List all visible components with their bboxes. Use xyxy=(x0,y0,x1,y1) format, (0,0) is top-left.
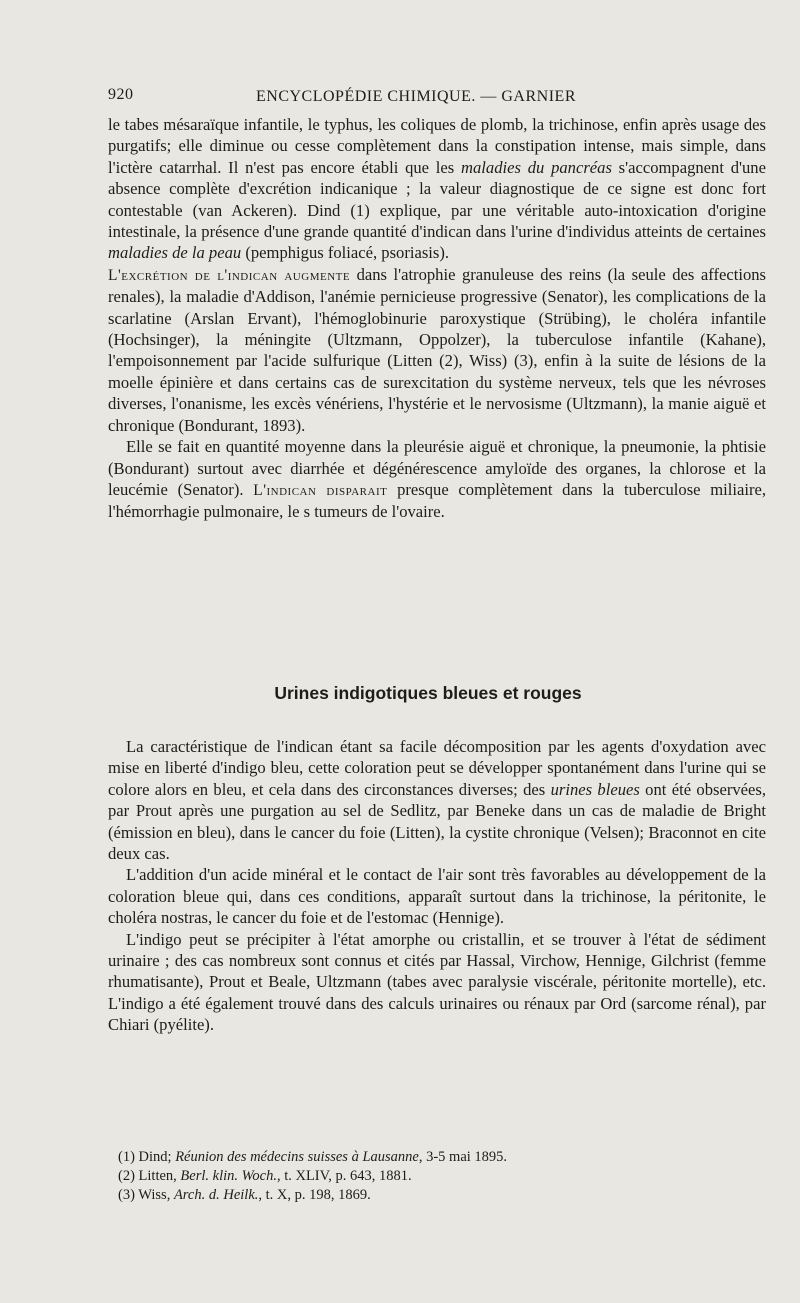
text-run: (3) Wiss, xyxy=(118,1187,174,1203)
section-heading: Urines indigotiques bleues et rouges xyxy=(274,683,582,703)
main-text-lower xyxy=(108,736,766,1036)
text-run: , t. XLIV, p. 643, 1881. xyxy=(276,1168,412,1184)
text-run: L'addition d'un acide minéral et le contact de l'air sont très favorables au développement de la coloration bleue qui, dans ces conditions, apparaît surtout dans la trichinose, la péritonite, le choléra nostras, le cancer du foie et de l'estomac (Hennige). xyxy=(108,865,766,928)
small-caps-text: L'excrétion de l'indican augmente xyxy=(108,266,351,284)
text-run: L'indigo peut se précipiter à l'état amorphe ou cristallin, et se trouver à l'état de sédiment urinaire ; des cas nombreux sont connus et cités par Hassal, Virchow, Hennige, Gilchrist (femme rhumatisante), Prout et Beale, Ultzmann (tabes avec paralysie viscérale, péritonite mortelle), etc. L'indigo a été également trouvé dans des calculs urinaires ou rénaux par Ord (sarcome rénal), par Chiari (pyélite). xyxy=(108,929,766,1035)
italic-text: maladies du pancréas xyxy=(461,157,612,177)
italic-text: urines bleues xyxy=(550,779,640,799)
text-run: (2) Litten, xyxy=(118,1168,181,1184)
page-number: 920 xyxy=(108,86,134,103)
footnote-2 xyxy=(118,1186,758,1205)
italic-text: Berl. klin. Woch. xyxy=(180,1168,277,1184)
running-title: ENCYCLOPÉDIE CHIMIQUE. — GARNIER xyxy=(256,88,576,105)
small-caps-text: L'indican disparait xyxy=(253,481,388,499)
text-run: le tabes mésaraïque infantile, le typhus, les coliques de plomb, la trichinose, enfin après usage des purgatifs; elle diminue ou cesse complètement dans la constipation intense, mais simple, dans l'ictère catarrhal. Il n'est pas encore établi que les xyxy=(108,115,766,177)
text-run: ont été observées, par Prout après une purgation au sel de Sedlitz, par Beneke dans un cas de maladie de Bright (émission en bleu), dans le cancer du foie (Litten), la cystite chronique (Velsen); Braconnot en cite deux cas. xyxy=(108,779,766,864)
text-run: s'accompagnent d'une absence complète d'excrétion indicanique ; la valeur diagnostique de ce signe est donc fort contestable (van Ackeren). Dind (1) explique, par une véritable auto-intoxication d'origine intestinale, la présence d'une grande quantité d'indican dans l'urine d'individus atteints de certaines xyxy=(108,157,766,242)
paragraph-2 xyxy=(108,929,766,1036)
paragraph-2 xyxy=(108,436,766,523)
text-run: (1) Dind; xyxy=(118,1149,176,1165)
footnote-1 xyxy=(118,1167,758,1186)
paragraph-1 xyxy=(108,264,766,436)
text-run: La caractéristique de l'indican étant sa facile décomposition par les agents d'oxydation avec mise en liberté d'indigo bleu, cette coloration peut se développer spontanément dans l'urine qui se colore alors en bleu, et cela dans des circonstances diverses; des xyxy=(108,737,766,799)
italic-text: maladies de la peau xyxy=(108,243,242,263)
italic-text: Réunion des médecins suisses à Lausanne xyxy=(175,1149,419,1165)
text-run: , t. X, p. 198, 1869. xyxy=(258,1187,371,1203)
text-run: Elle se fait en quantité moyenne dans la pleurésie aiguë et chronique, la pneumonie, la phtisie (Bondurant) surtout avec diarrhée et dégénérescence amyloïde des organes, la chlorose et la leucémie (Senator). xyxy=(108,437,766,499)
text-run: presque complètement dans la tuberculose miliaire, l'hémorrhagie pulmonaire, le s tumeurs de l'ovaire. xyxy=(108,479,767,522)
paragraph-0 xyxy=(108,114,766,264)
text-run: dans l'atrophie granuleuse des reins (la seule des affections renales), la maladie d'Addison, l'anémie pernicieuse progressive (Senator), les complications de la scarlatine (Arslan Ervant), l'hémoglobinurie paroxystique (Strübing), le choléra infantile (Hochsinger), la méningite (Ultzmann, Oppolzer), la tuberculose infantile (Kahane), l'empoisonnement par l'acide sulfurique (Litten (2), Wiss) (3), enfin à la suite de lésions de la moelle épinière et dans certains cas de surexcitation du système nerveux, tels que les névroses diverses, l'onanisme, les excès vénériens, l'hystérie et le nervosisme (Ultzmann), la manie aiguë et chronique (Bondurant, 1893). xyxy=(108,264,766,435)
footnotes xyxy=(118,1148,758,1205)
paragraph-1 xyxy=(108,864,766,928)
paragraph-0 xyxy=(108,736,766,864)
text-run: , 3-5 mai 1895. xyxy=(418,1149,508,1165)
italic-text: Arch. d. Heilk. xyxy=(173,1187,259,1203)
footnote-0 xyxy=(118,1148,758,1167)
text-run: (pemphigus foliacé, psoriasis). xyxy=(241,243,450,263)
main-text-upper xyxy=(108,114,766,523)
